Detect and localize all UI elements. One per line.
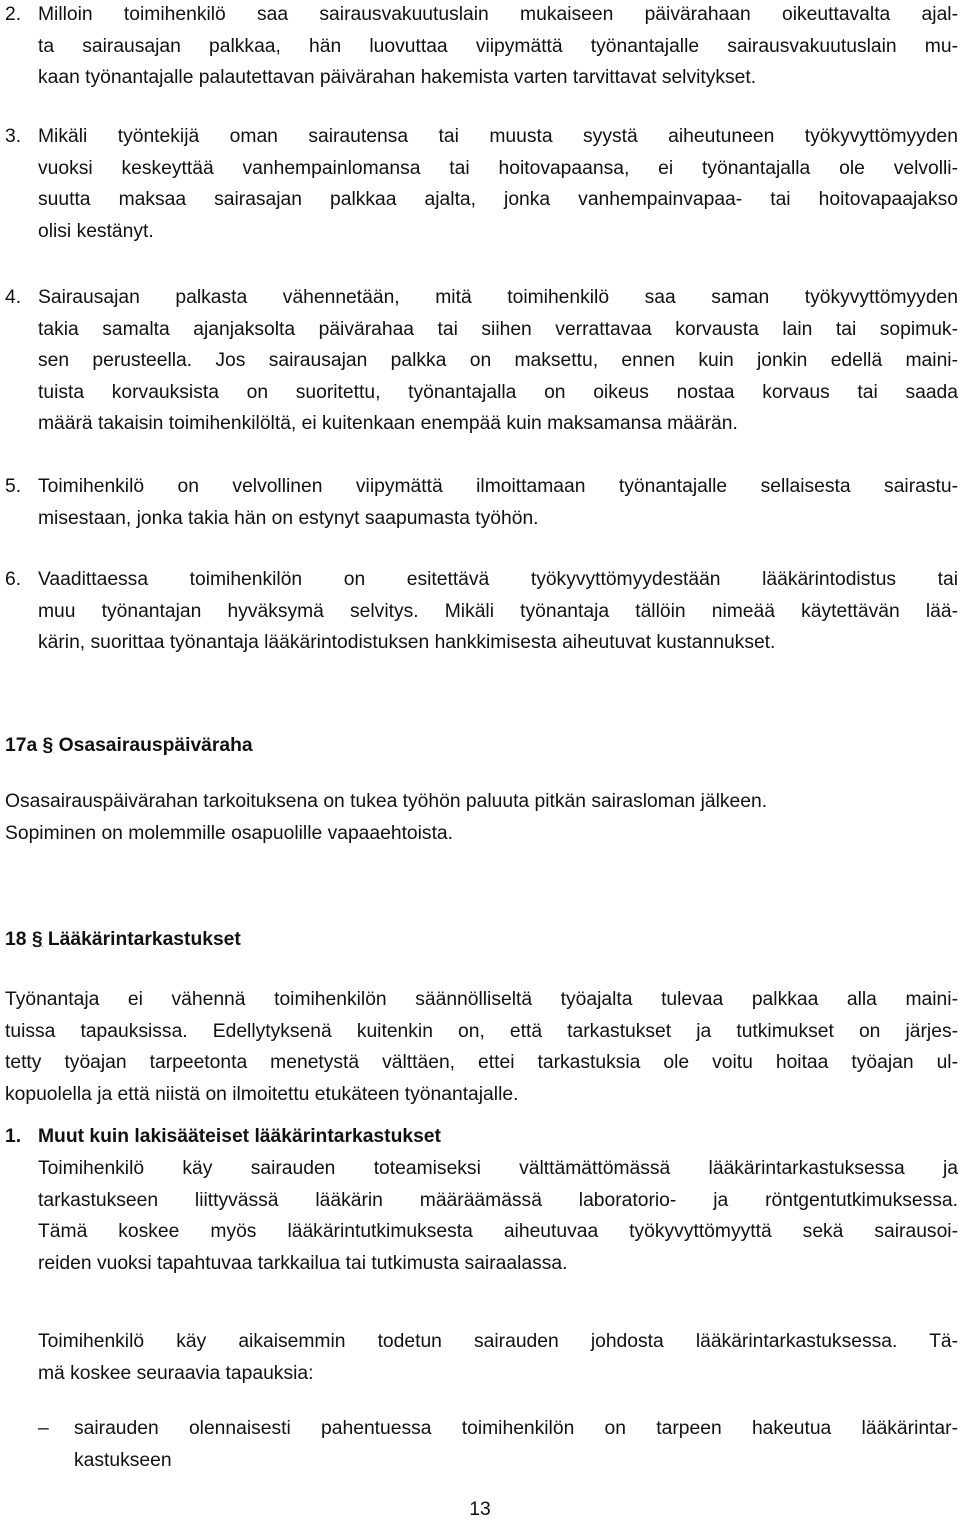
- paragraph-sub1-b: [38, 1326, 958, 1389]
- text-line: vuoksi keskeyttää vanhempainlomansa tai hoitovapaansa, ei työnantajalla ole velvolli-: [38, 157, 958, 179]
- item-number: 6.: [5, 569, 22, 590]
- text-line: Työnantaja ei vähennä toimihenkilön säännölliseltä työajalta tulevaa palkkaa alla maini-: [5, 989, 958, 1010]
- text-line: Toimihenkilö käy aikaisemmin todetun sairauden johdosta lääkärintarkastuksessa. Tä-: [38, 1331, 958, 1352]
- section-number: 18: [5, 929, 27, 950]
- item-number: 1.: [5, 1126, 22, 1147]
- section-title: Lääkärintarkastukset: [47, 929, 241, 950]
- paragraph-item-4: [38, 282, 958, 440]
- section-symbol: §: [31, 929, 43, 950]
- paragraph-17a: [5, 786, 958, 849]
- text-line: tuista korvauksista on suoritettu, työnantajalla on oikeus nostaa korvaus tai saada: [38, 381, 958, 403]
- text-line: kastukseen: [74, 1449, 172, 1471]
- text-line: Mikäli työntekijä oman sairautensa tai muusta syystä aiheutuneen työkyvyttömyyden: [38, 126, 958, 147]
- text-line: sairauden olennaisesti pahentuessa toimihenkilön on tarpeen hakeutua lääkärintar-: [74, 1418, 958, 1439]
- text-line: mä koskee seuraavia tapauksia:: [38, 1362, 314, 1384]
- text-line: reiden vuoksi tapahtuvaa tarkkailua tai tutkimusta sairaalassa.: [38, 1252, 568, 1274]
- text-line: kaan työnantajalle palautettavan päivärahan hakemista varten tarvittavat selvitykset.: [38, 67, 757, 88]
- text-line: misestaan, jonka takia hän on estynyt saapumasta työhön.: [38, 507, 539, 529]
- text-line: Toimihenkilö käy sairauden toteamiseksi välttämättömässä lääkärintarkastuksessa ja: [38, 1158, 958, 1179]
- section-heading-18: [5, 924, 241, 956]
- paragraph-item-6: [38, 564, 958, 659]
- page-number: 13: [469, 1499, 491, 1520]
- paragraph-item-5: [38, 471, 958, 534]
- text-line: muu työnantajan hyväksymä selvitys. Mikäli työnantaja tällöin nimeää käytettävän lää-: [38, 600, 958, 622]
- text-line: määrä takaisin toimihenkilöltä, ei kuitenkaan enempää kuin maksamansa määrän.: [38, 413, 738, 434]
- text-line: olisi kestänyt.: [38, 220, 154, 242]
- text-line: Sairausajan palkasta vähennetään, mitä toimihenkilö saa saman työkyvyttömyyden: [38, 287, 958, 308]
- text-line: kopuolella ja että niistä on ilmoitettu etukäteen työnantajalle.: [5, 1083, 519, 1105]
- text-line: sen perusteella. Jos sairausajan palkka on maksettu, ennen kuin jonkin edellä maini-: [38, 350, 958, 371]
- item-number: 5.: [5, 476, 22, 497]
- section-title: Osasairauspäiväraha: [58, 735, 253, 756]
- paragraph-item-3: [38, 121, 958, 247]
- text-line: suutta maksaa sairasajan palkkaa ajalta, jonka vanhempainvapaa- tai hoitovapaajakso: [38, 189, 958, 210]
- paragraph-item-2: [38, 0, 958, 94]
- section-symbol: §: [42, 735, 54, 756]
- text-line: Tämä koskee myös lääkärintutkimuksesta aiheutuvaa työkyvyttömyyttä sekä sairausoi-: [38, 1221, 958, 1242]
- text-line: kärin, suorittaa työnantaja lääkärintodistuksen hankkimisesta aiheutuvat kustannukset.: [38, 632, 776, 653]
- section-number: 17a: [5, 735, 38, 756]
- bullet-marker: –: [38, 1418, 49, 1439]
- paragraph-18: [5, 984, 958, 1110]
- bullet-item: [74, 1413, 958, 1476]
- subsection-title: Muut kuin lakisääteiset lääkärintarkastukset: [38, 1126, 441, 1147]
- text-line: tuissa tapauksissa. Edellytyksenä kuitenkin on, että tarkastukset ja tutkimukset on järjes-: [5, 1020, 958, 1042]
- item-number: 3.: [5, 126, 22, 147]
- text-line: Sopiminen on molemmille osapuolille vapaaehtoista.: [5, 822, 454, 844]
- paragraph-sub1-a: [38, 1153, 958, 1279]
- section-heading-17a: [5, 730, 253, 762]
- text-line: tarkastukseen liittyvässä lääkärin määräämässä laboratorio- ja röntgentutkimuksessa.: [38, 1189, 958, 1211]
- text-line: Milloin toimihenkilö saa sairausvakuutuslain mukaiseen päivärahaan oikeuttavalta ajal-: [38, 4, 958, 25]
- text-line: takia samalta ajanjaksolta päivärahaa tai siihen verrattavaa korvausta lain tai sopimuk-: [38, 318, 958, 340]
- text-line: Osasairauspäivärahan tarkoituksena on tukea työhön paluuta pitkän sairasloman jälkeen.: [5, 791, 768, 812]
- text-line: tetty työajan tarpeetonta menetystä välttäen, ettei tarkastuksia ole voitu hoitaa työajan ul-: [5, 1052, 958, 1073]
- text-line: Toimihenkilö on velvollinen viipymättä ilmoittamaan työnantajalle sellaisesta sairastu-: [38, 476, 958, 497]
- text-line: ta sairausajan palkkaa, hän luovuttaa viipymättä työnantajalle sairausvakuutuslain mu-: [38, 35, 958, 57]
- item-number: 2.: [5, 4, 22, 25]
- item-number: 4.: [5, 287, 22, 308]
- text-line: Vaadittaessa toimihenkilön on esitettävä työkyvyttömyydestään lääkärintodistus tai: [38, 569, 958, 590]
